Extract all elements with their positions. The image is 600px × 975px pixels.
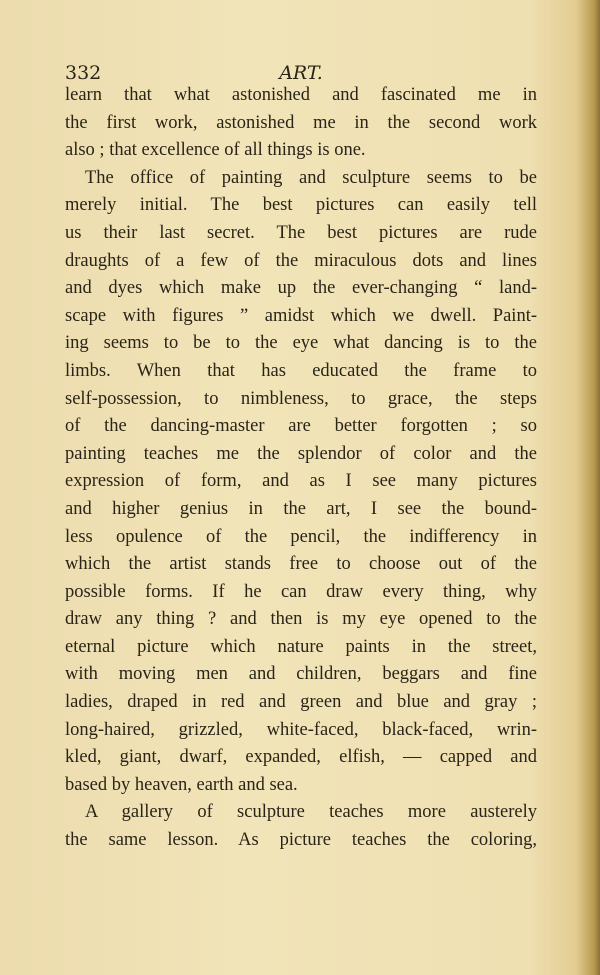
text-line: less opulence of the pencil, the indifferency in	[65, 526, 537, 547]
text-line: scape with figures ” amidst which we dwell. Paint-	[65, 305, 537, 326]
text-line: of the dancing-master are better forgotten ; so	[65, 416, 537, 437]
text-line: draughts of a few of the miraculous dots and lines	[65, 250, 537, 271]
text-line: The office of painting and sculpture seems to be	[85, 167, 537, 188]
body-text	[65, 82, 537, 855]
text-line: the same lesson. As picture teaches the coloring,	[65, 830, 537, 851]
text-line: long-haired, grizzled, white-faced, black-faced, wrin-	[65, 719, 537, 740]
text-line: us their last secret. The best pictures are rude	[65, 222, 537, 243]
text-line: painting teaches me the splendor of color and the	[65, 443, 537, 464]
text-line: self-possession, to nimbleness, to grace, the steps	[65, 388, 537, 409]
text-line: A gallery of sculpture teaches more austerely	[85, 802, 537, 823]
text-line: draw any thing ? and then is my eye opened to the	[65, 609, 537, 630]
text-line: limbs. When that has educated the frame to	[65, 360, 537, 381]
text-line: expression of form, and as I see many pictures	[65, 471, 537, 492]
text-line: based by heaven, earth and sea.	[65, 774, 298, 795]
text-line: and dyes which make up the ever-changing “ land-	[65, 278, 537, 299]
text-line: which the artist stands free to choose out of the	[65, 554, 537, 575]
text-line: with moving men and children, beggars and fine	[65, 664, 537, 685]
text-line: possible forms. If he can draw every thing, why	[65, 581, 537, 602]
text-line: ladies, draped in red and green and blue and gray ;	[65, 692, 537, 713]
running-title: ART.	[279, 62, 323, 84]
text-line: merely initial. The best pictures can easily tell	[65, 195, 537, 216]
text-line: learn that what astonished and fascinated me in	[65, 85, 537, 105]
page-number: 332	[65, 62, 102, 84]
text-line: ing seems to be to the eye what dancing is to the	[65, 333, 537, 354]
text-line: the first work, astonished me in the second work	[65, 112, 537, 133]
text-line: and higher genius in the art, I see the bound-	[65, 498, 537, 519]
text-line: also ; that excellence of all things is one.	[65, 140, 366, 161]
text-line: eternal picture which nature paints in the street,	[65, 636, 537, 657]
text-line: kled, giant, dwarf, expanded, elfish, — capped and	[65, 747, 537, 768]
